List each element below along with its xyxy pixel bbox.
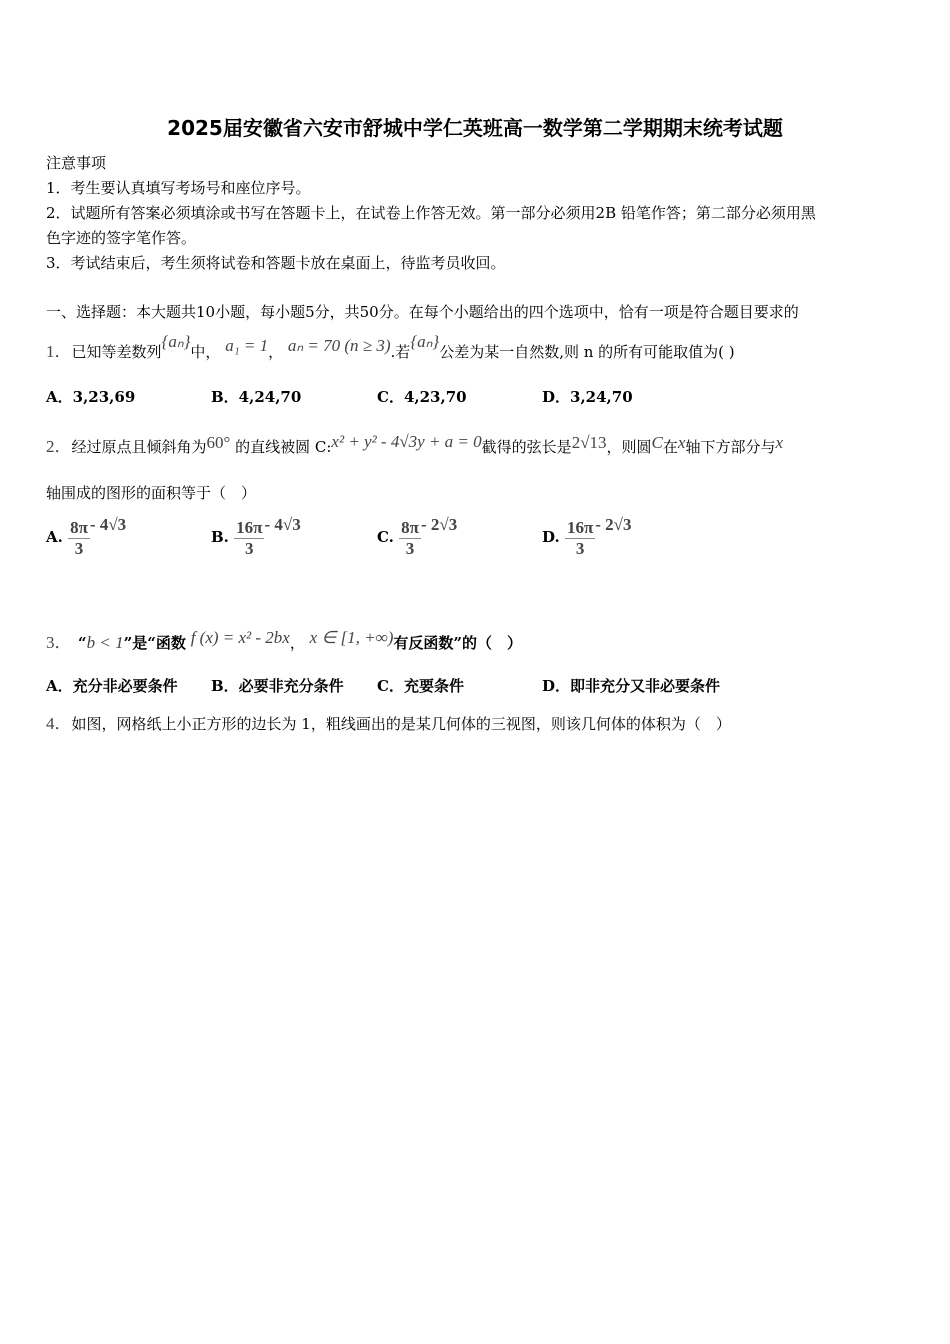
option-d: D. $\frac{16\pi}{3}$ - 2√3 [542, 515, 632, 558]
option-a: A．充分非必要条件 [46, 677, 178, 695]
option-d: D．3,24,70 [542, 388, 633, 406]
option-c: C. $\frac{8\pi}{3}$ - 2√3 [377, 515, 458, 558]
question-2: 2．经过原点且倾斜角为60° 的直线被圆 C:x² + y² - 4√3y + a = 0截得的弦长是2√13，则圆C在x轴下方部分与x [46, 432, 784, 456]
notice-heading: 注意事项 [46, 154, 107, 172]
option-b: B．4,24,70 [211, 388, 302, 406]
option-c: C．充要条件 [377, 677, 464, 695]
question-2-cont: 轴围成的图形的面积等于（ ） [46, 484, 257, 502]
option-b: B. $\frac{16\pi}{3}$ - 4√3 [211, 515, 301, 558]
question-1: 1．已知等差数列{aₙ}中， a₁ = 1， aₙ = 70 (n ≥ 3).若{aₙ}公差为某一自然数,则 n 的所有可能取值为( ) [46, 332, 735, 361]
notice-item: 2．试题所有答案必须填涂或书写在答题卡上，在试卷上作答无效。第一部分必须用2B 铅笔作答；第二部分必须用黑 [46, 204, 816, 222]
option-d: D．即非充分又非必要条件 [542, 677, 721, 695]
option-a: A. $\frac{8\pi}{3}$ - 4√3 [46, 515, 127, 558]
question-4: 4．如图，网格纸上小正方形的边长为 1，粗线画出的是某几何体的三视图，则该几何体的体积为（ ） [46, 714, 731, 733]
question-3: 3． “b < 1”是“函数 f (x) = x² - 2bx， x ∈ [1, +∞)有反函数”的（ ） [46, 628, 523, 652]
section-heading: 一、选择题：本大题共10小题，每小题5分，共50分。在每个小题给出的四个选项中，恰有一项是符合题目要求的 [46, 303, 799, 321]
option-a: A．3,23,69 [46, 388, 136, 406]
notice-item: 3．考试结束后，考生须将试卷和答题卡放在桌面上，待监考员收回。 [46, 254, 506, 272]
notice-item: 色字迹的签字笔作答。 [46, 229, 197, 247]
notice-item: 1．考生要认真填写考场号和座位序号。 [46, 179, 311, 197]
page-title: 2025届安徽省六安市舒城中学仁英班高一数学第二学期期末统考试题 [167, 116, 783, 140]
option-b: B．必要非充分条件 [211, 677, 344, 695]
option-c: C．4,23,70 [377, 388, 467, 406]
